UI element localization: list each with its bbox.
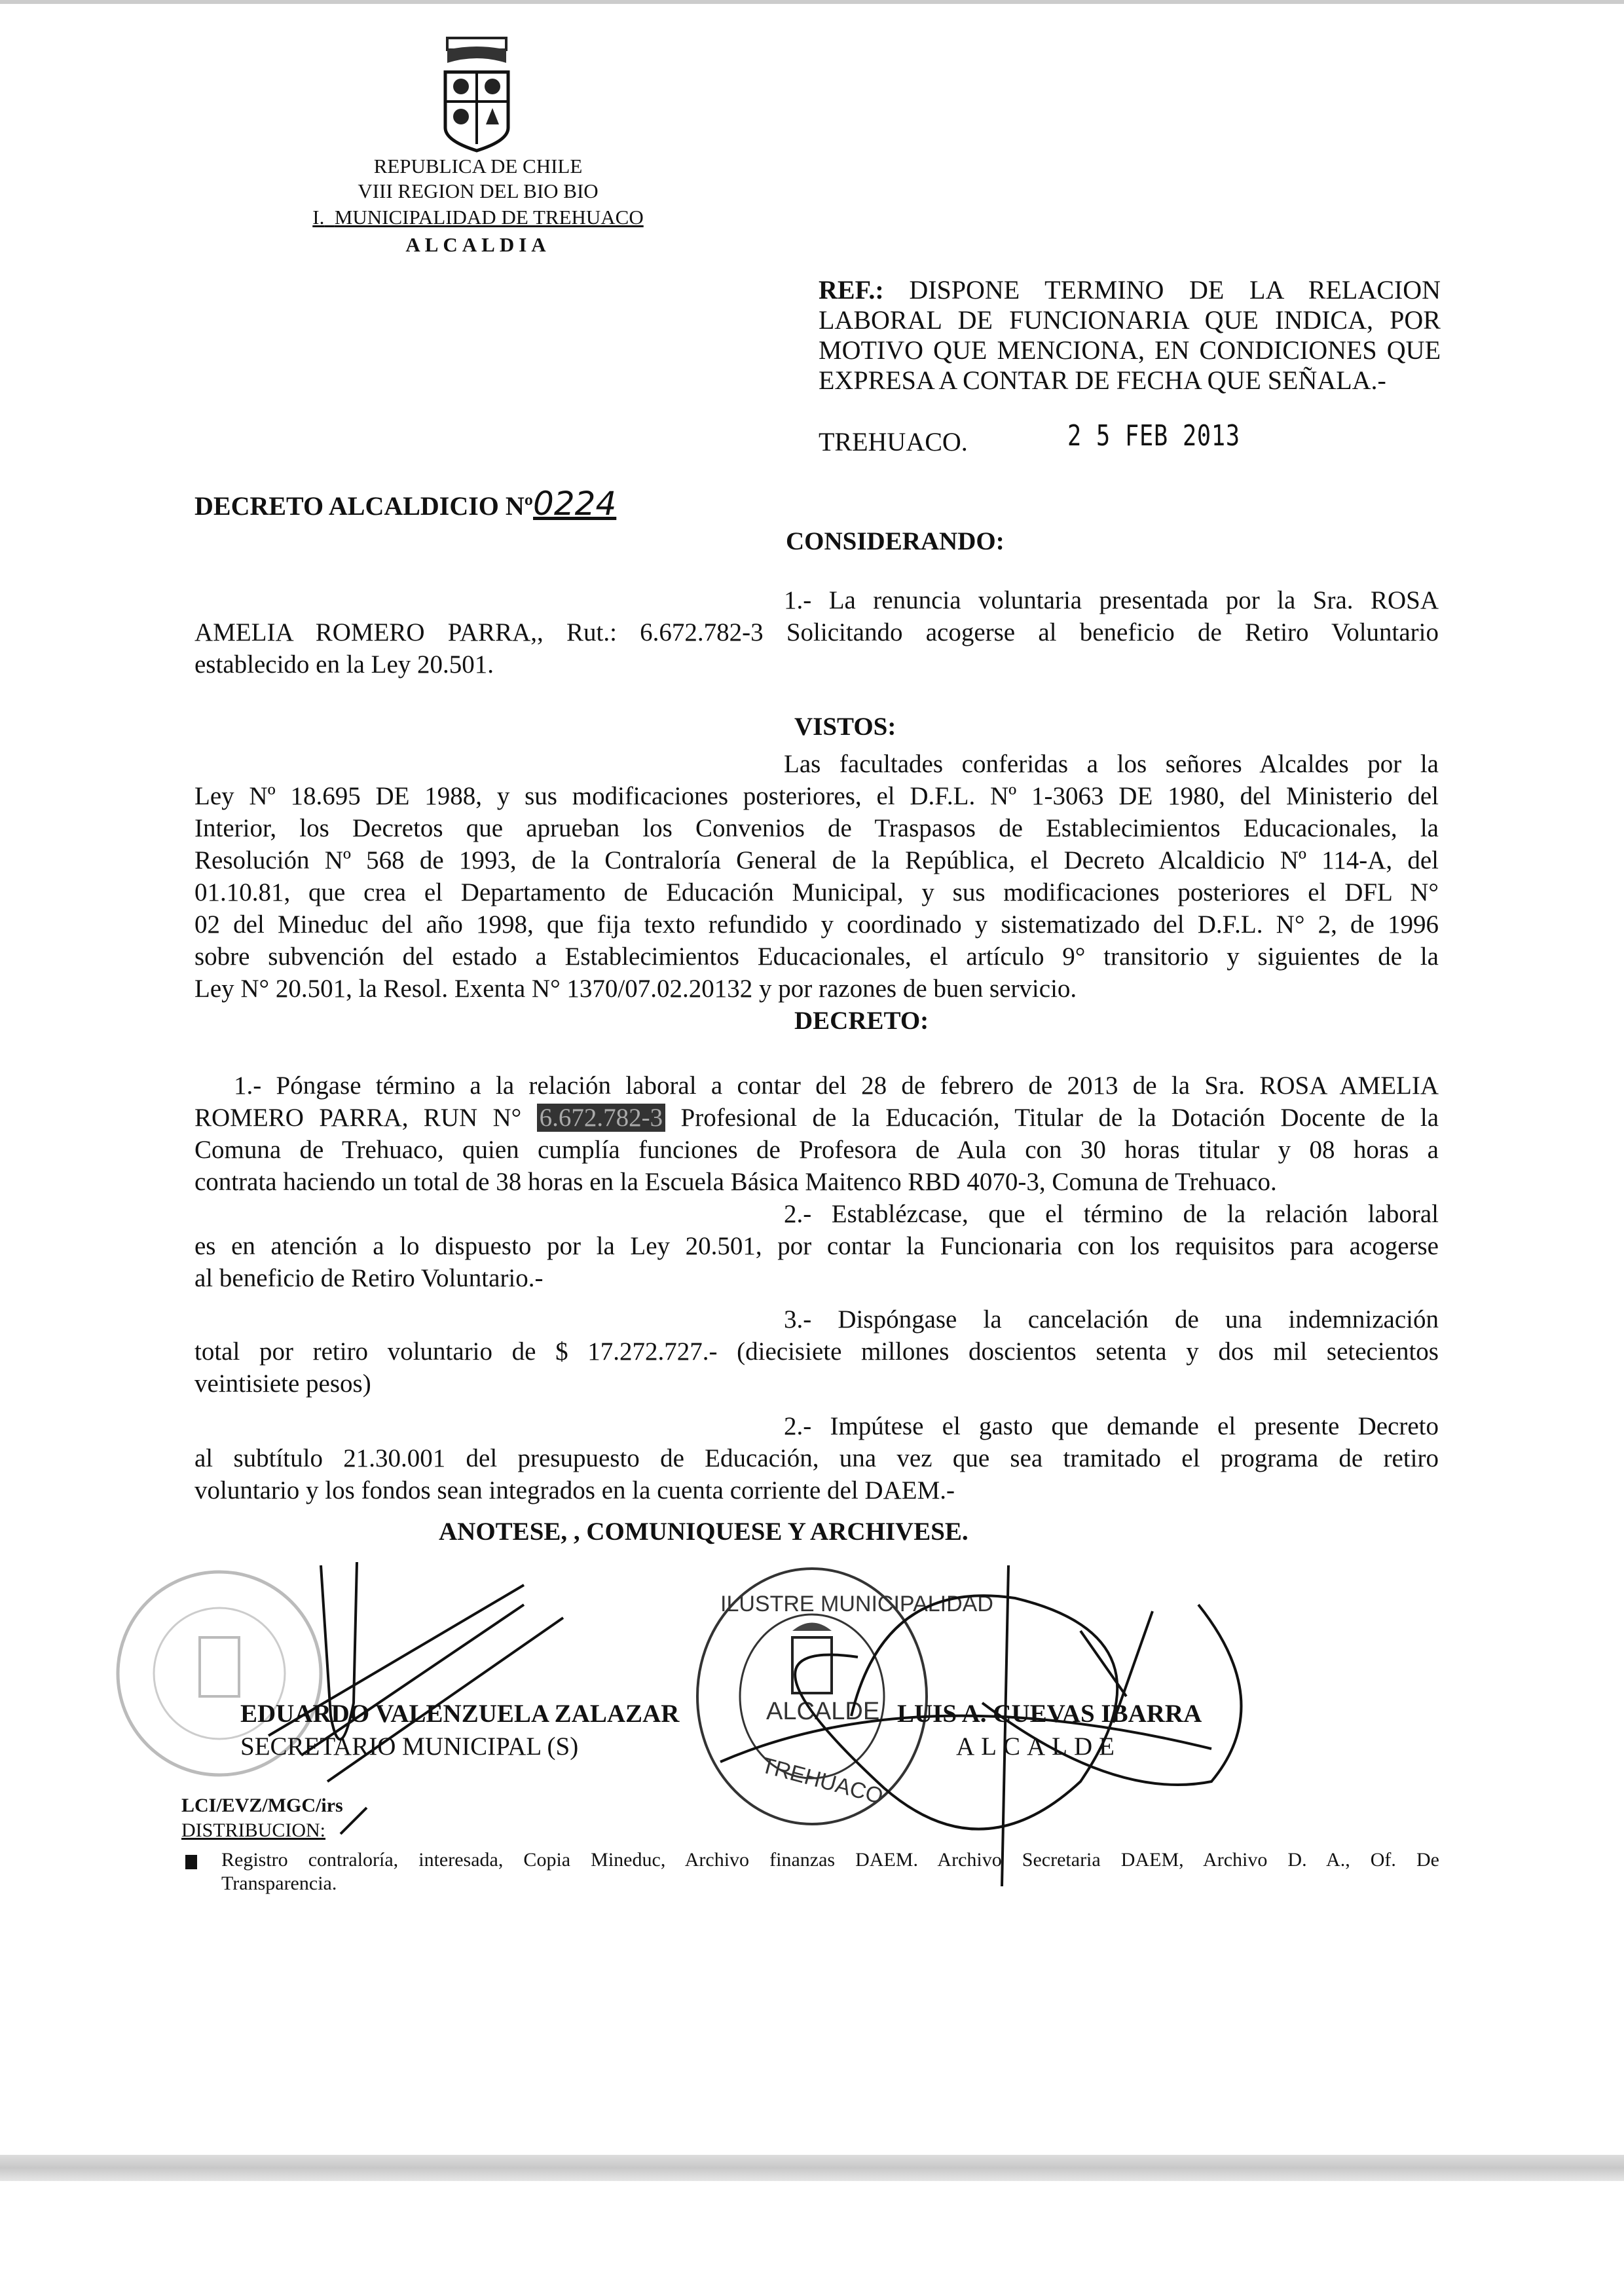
decreto-paragraph-4 — [194, 1410, 1439, 1506]
text-line: 1.- Póngase término a la relación laboral a contar del 28 de febrero de 2013 de la Sra. ROSA AMELIA — [234, 1072, 1439, 1100]
text-line: establecido en la Ley 20.501. — [194, 650, 494, 679]
scan-bottom-band — [0, 2155, 1624, 2181]
ref-label: REF.: — [819, 275, 884, 305]
mayor-name: LUIS A. CUEVAS IBARRA — [897, 1700, 1202, 1728]
ref-line: DISPONE TERMINO DE LA RELACION — [909, 275, 1441, 305]
header-municipality — [275, 206, 681, 229]
distribution-list — [221, 1848, 1439, 1895]
secretary-name: EDUARDO VALENZUELA ZALAZAR — [240, 1700, 680, 1728]
decreto-heading: DECRETO: — [794, 1007, 929, 1035]
decreto-paragraph-3 — [194, 1303, 1439, 1400]
considerando-heading: CONSIDERANDO: — [786, 527, 1005, 555]
ref-line: MOTIVO QUE MENCIONA, EN CONDICIONES QUE — [819, 335, 1441, 365]
place: TREHUACO. — [819, 427, 968, 457]
redacted-run: 6.672.782-3 — [537, 1104, 666, 1132]
mayor-title: ALCALDE — [956, 1732, 1121, 1761]
header-municipality-name: MUNICIPALIDAD DE TREHUACO — [334, 206, 644, 229]
decree-number-handwritten: 0224 — [533, 485, 617, 523]
text-line: Resolución Nº 568 de 1993, de la Contraloría General de la República, el Decreto Alcaldicio Nº 114-A, del — [194, 846, 1439, 874]
text-line: al subtítulo 21.30.001 del presupuesto de Educación, una vez que sea tramitado el programa de retiro — [194, 1444, 1439, 1472]
text-line: Comuna de Trehuaco, quien cumplía funciones de Profesora de Aula con 30 horas titular y 08 horas a — [194, 1136, 1439, 1164]
initials: LCI/EVZ/MGC/irs — [181, 1795, 343, 1816]
distribution-line: Transparencia. — [221, 1873, 337, 1894]
text-segment: ROMERO PARRA, RUN N° — [194, 1104, 522, 1132]
date-stamp: 2 5 FEB 2013 — [1067, 419, 1240, 453]
text-line: 2.- Impútese el gasto que demande el presente Decreto — [784, 1412, 1439, 1440]
text-line: total por retiro voluntario de $ 17.272.727.- (diecisiete millones doscientos setenta y dos mil setecientos — [194, 1337, 1439, 1366]
scan-edge — [0, 0, 1624, 4]
decreto-paragraph-2 — [194, 1198, 1439, 1294]
distribution-line: Registro contraloría, interesada, Copia Mineduc, Archivo finanzas DAEM. Archivo Secretaria DAEM, Archivo D. A., Of. De — [221, 1849, 1439, 1871]
decree-title-text: DECRETO ALCALDICIO Nº — [194, 491, 534, 521]
text-line: Ley N° 20.501, la Resol. Exenta N° 1370/07.02.20132 y por razones de buen servicio. — [194, 975, 1077, 1003]
header-republic: REPUBLICA DE CHILE — [373, 155, 583, 177]
text-line: 02 del Mineduc del año 1998, que fija texto refundido y coordinado y sistematizado del D.F.L. N° 2, de 1996 — [194, 910, 1439, 939]
coat-of-arms-logo — [437, 33, 516, 154]
distribution-heading: DISTRIBUCION: — [181, 1819, 326, 1841]
text-line: veintisiete pesos) — [194, 1370, 371, 1398]
text-line: al beneficio de Retiro Voluntario.- — [194, 1264, 544, 1292]
decree-title — [194, 485, 616, 523]
text-line: 01.10.81, que crea el Departamento de Educación Municipal, y sus modificaciones posteriores el DFL N° — [194, 878, 1439, 906]
ref-block — [819, 275, 1441, 396]
text-line: 1.- La renuncia voluntaria presentada por la Sra. ROSA — [784, 586, 1439, 614]
stamp-top-text: ILUSTRE MUNICIPALIDAD — [720, 1592, 993, 1616]
secretary-title: SECRETARIO MUNICIPAL (S) — [240, 1732, 579, 1761]
stamp-bottom-text: TREHUACO — [758, 1752, 886, 1810]
text-line: Interior, los Decretos que aprueban los Convenios de Traspasos de Establecimientos Educacionales, la — [194, 814, 1439, 842]
text-line: Las facultades conferidas a los señores Alcaldes por la — [784, 750, 1439, 778]
text-line: AMELIA ROMERO PARRA,, Rut.: 6.672.782-3 Solicitando acogerse al beneficio de Retiro Voluntario — [194, 618, 1439, 646]
decreto-paragraph-1 — [194, 1070, 1439, 1198]
text-line: voluntario y los fondos sean integrados en la cuenta corriente del DAEM.- — [194, 1476, 955, 1504]
text-line: contrata haciendo un total de 38 horas en la Escuela Básica Maitenco RBD 4070-3, Comuna de Trehuaco. — [194, 1168, 1277, 1196]
text-line: Ley Nº 18.695 DE 1988, y sus modificaciones posteriores, el D.F.L. Nº 1-3063 DE 1980, del Ministerio del — [194, 782, 1439, 810]
bullet-icon — [185, 1855, 197, 1869]
header-region: VIII REGION DEL BIO BIO — [358, 179, 599, 202]
vistos-heading: VISTOS: — [794, 713, 896, 741]
text-line: 3.- Dispóngase la cancelación de una indemnización — [784, 1305, 1439, 1334]
vistos-paragraph — [194, 748, 1439, 1005]
text-segment: Profesional de la Educación, Titular de la Dotación Docente de la — [680, 1104, 1439, 1132]
ref-line: LABORAL DE FUNCIONARIA QUE INDICA, POR — [819, 305, 1441, 335]
closing-formula: ANOTESE, , COMUNIQUESE Y ARCHIVESE. — [439, 1518, 969, 1546]
text-line: sobre subvención del estado a Establecimientos Educacionales, el artículo 9° transitorio y siguientes de la — [194, 942, 1439, 971]
header-prefix: I. — [312, 206, 325, 229]
header-alcaldia: ALCALDIA — [405, 233, 551, 256]
stamp-center-text: ALCALDE — [766, 1698, 880, 1725]
considerando-paragraph — [194, 584, 1439, 681]
ref-line: EXPRESA A CONTAR DE FECHA QUE SEÑALA.- — [819, 365, 1386, 395]
decree-body — [194, 525, 1439, 1548]
text-line — [194, 1102, 1439, 1134]
text-line: es en atención a lo dispuesto por la Ley 20.501, por contar la Funcionaria con los requisitos para acogerse — [194, 1232, 1439, 1260]
text-line: 2.- Establézcase, que el término de la relación laboral — [784, 1200, 1439, 1228]
